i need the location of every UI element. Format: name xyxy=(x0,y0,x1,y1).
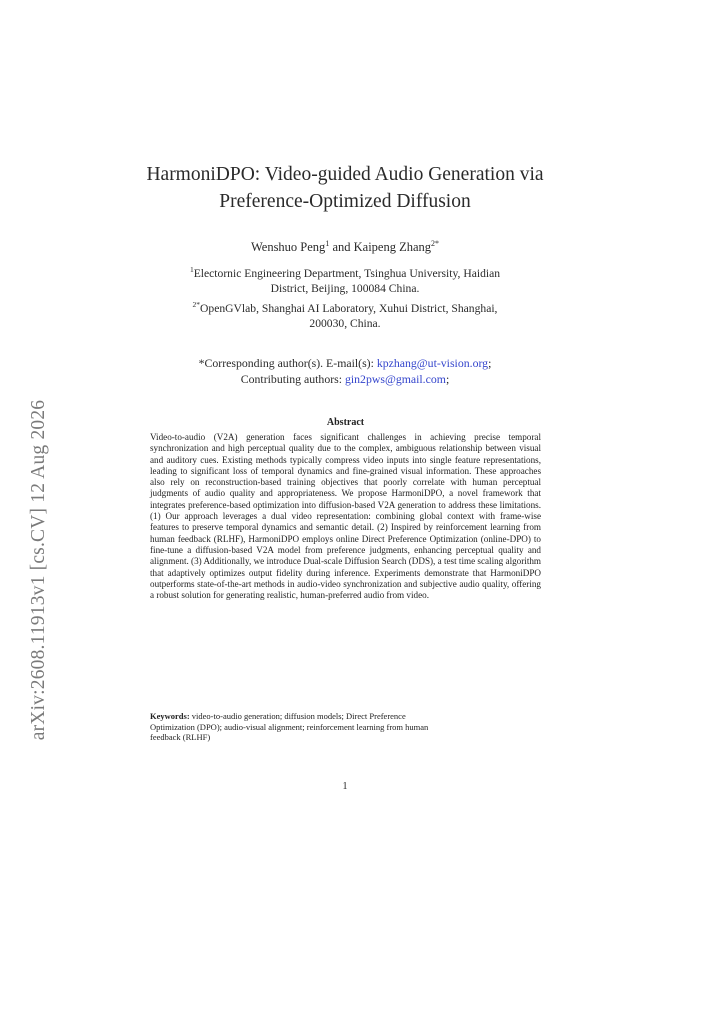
author-list xyxy=(100,236,590,255)
keywords-label: Keywords: xyxy=(150,711,190,721)
author-1-affiliation-mark: 1 xyxy=(325,239,330,248)
corresponding-author-label: *Corresponding author(s). E-mail(s): xyxy=(198,356,377,370)
affiliation-1-line-1 xyxy=(140,262,550,281)
paper-title xyxy=(100,161,590,215)
author-connector: and xyxy=(329,240,354,255)
keywords-line-3: feedback (RLHF) xyxy=(150,732,211,743)
keywords-text-1: video-to-audio generation; diffusion models; Direct Preference xyxy=(189,711,406,721)
arxiv-identifier-text: arXiv:2608.11913v1 [cs.CV] 12 Aug 2026 xyxy=(28,399,49,741)
affiliation-1-mark: 1 xyxy=(189,265,194,274)
keywords-line-2: Optimization (DPO); audio-visual alignment; reinforcement learning from human xyxy=(150,721,429,732)
contributing-author-label: Contributing authors: xyxy=(240,372,345,386)
page-number: 1 xyxy=(342,781,348,792)
keywords-line-1 xyxy=(150,711,541,722)
contributing-email-suffix: ; xyxy=(445,372,450,386)
author-2-name: Kaipeng Zhang xyxy=(353,240,432,255)
affiliation-2-line-2: 200030, China. xyxy=(309,317,381,331)
affiliation-2-mark: 2* xyxy=(192,299,201,309)
corresponding-email-link[interactable]: kpzhang@ut-vision.org xyxy=(376,356,489,370)
contributing-author-line xyxy=(100,371,590,387)
affiliation-2-line-1 xyxy=(140,297,550,316)
corresponding-author-line xyxy=(100,355,590,371)
keywords-block xyxy=(150,711,541,743)
affiliation-2-text-1: OpenGVlab, Shanghai AI Laboratory, Xuhui District, Shanghai, xyxy=(200,301,498,315)
affiliation-1-line-2: District, Beijing, 100084 China. xyxy=(270,282,420,296)
correspondence-block xyxy=(100,355,590,387)
author-2-affiliation-mark: 2* xyxy=(431,239,440,248)
arxiv-identifier-stamp xyxy=(24,370,54,770)
paper-title-line-2: Preference-Optimized Diffusion xyxy=(219,191,471,212)
contributing-email-link[interactable]: gin2pws@gmail.com xyxy=(344,372,446,386)
abstract-heading: Abstract xyxy=(326,417,365,428)
abstract-body: Video-to-audio (V2A) generation faces significant challenges in achieving precise temporal synchronization and high perceptual quality due to the complex, ambiguous relationship between visual and auditory cues. Existing methods typically compress video inputs into single feature representations, leading to significant loss of temporal dynamics and fine-grained visual information. These approaches also rely on reconstruction-based training objectives that poorly correlate with human perceptual judgments of audio quality and appropriateness. We propose HarmoniDPO, a novel framework that integrates preference-based optimization into diffusion-based V2A generation to address these limitations. (1) Our approach leverages a dual video representation: combining global context with frame-wise features to preserve temporal dynamics and semantic detail. (2) Inspired by reinforcement learning from human feedback (RLHF), HarmoniDPO employs online Direct Preference Optimization (online-DPO) to fine-tune a diffusion-based V2A model from preference judgments, enhancing perceptual quality and alignment. (3) Additionally, we introduce Dual-scale Diffusion Search (DDS), a test time scaling algorithm that adaptively optimizes output fidelity during inference. Experiments demonstrate that HarmoniDPO outperforms state-of-the-art methods in audio-video synchronization and subjective audio quality, offering a robust solution for generating realistic, human-preferred audio from video. xyxy=(150,432,542,601)
corresponding-email-suffix: ; xyxy=(488,356,492,370)
affiliation-1-text-1: Electornic Engineering Department, Tsinghua University, Haidian xyxy=(193,266,501,280)
paper-title-line-1: HarmoniDPO: Video-guided Audio Generation via xyxy=(146,164,544,185)
author-1-name: Wenshuo Peng xyxy=(250,240,326,255)
affiliations xyxy=(140,262,550,332)
